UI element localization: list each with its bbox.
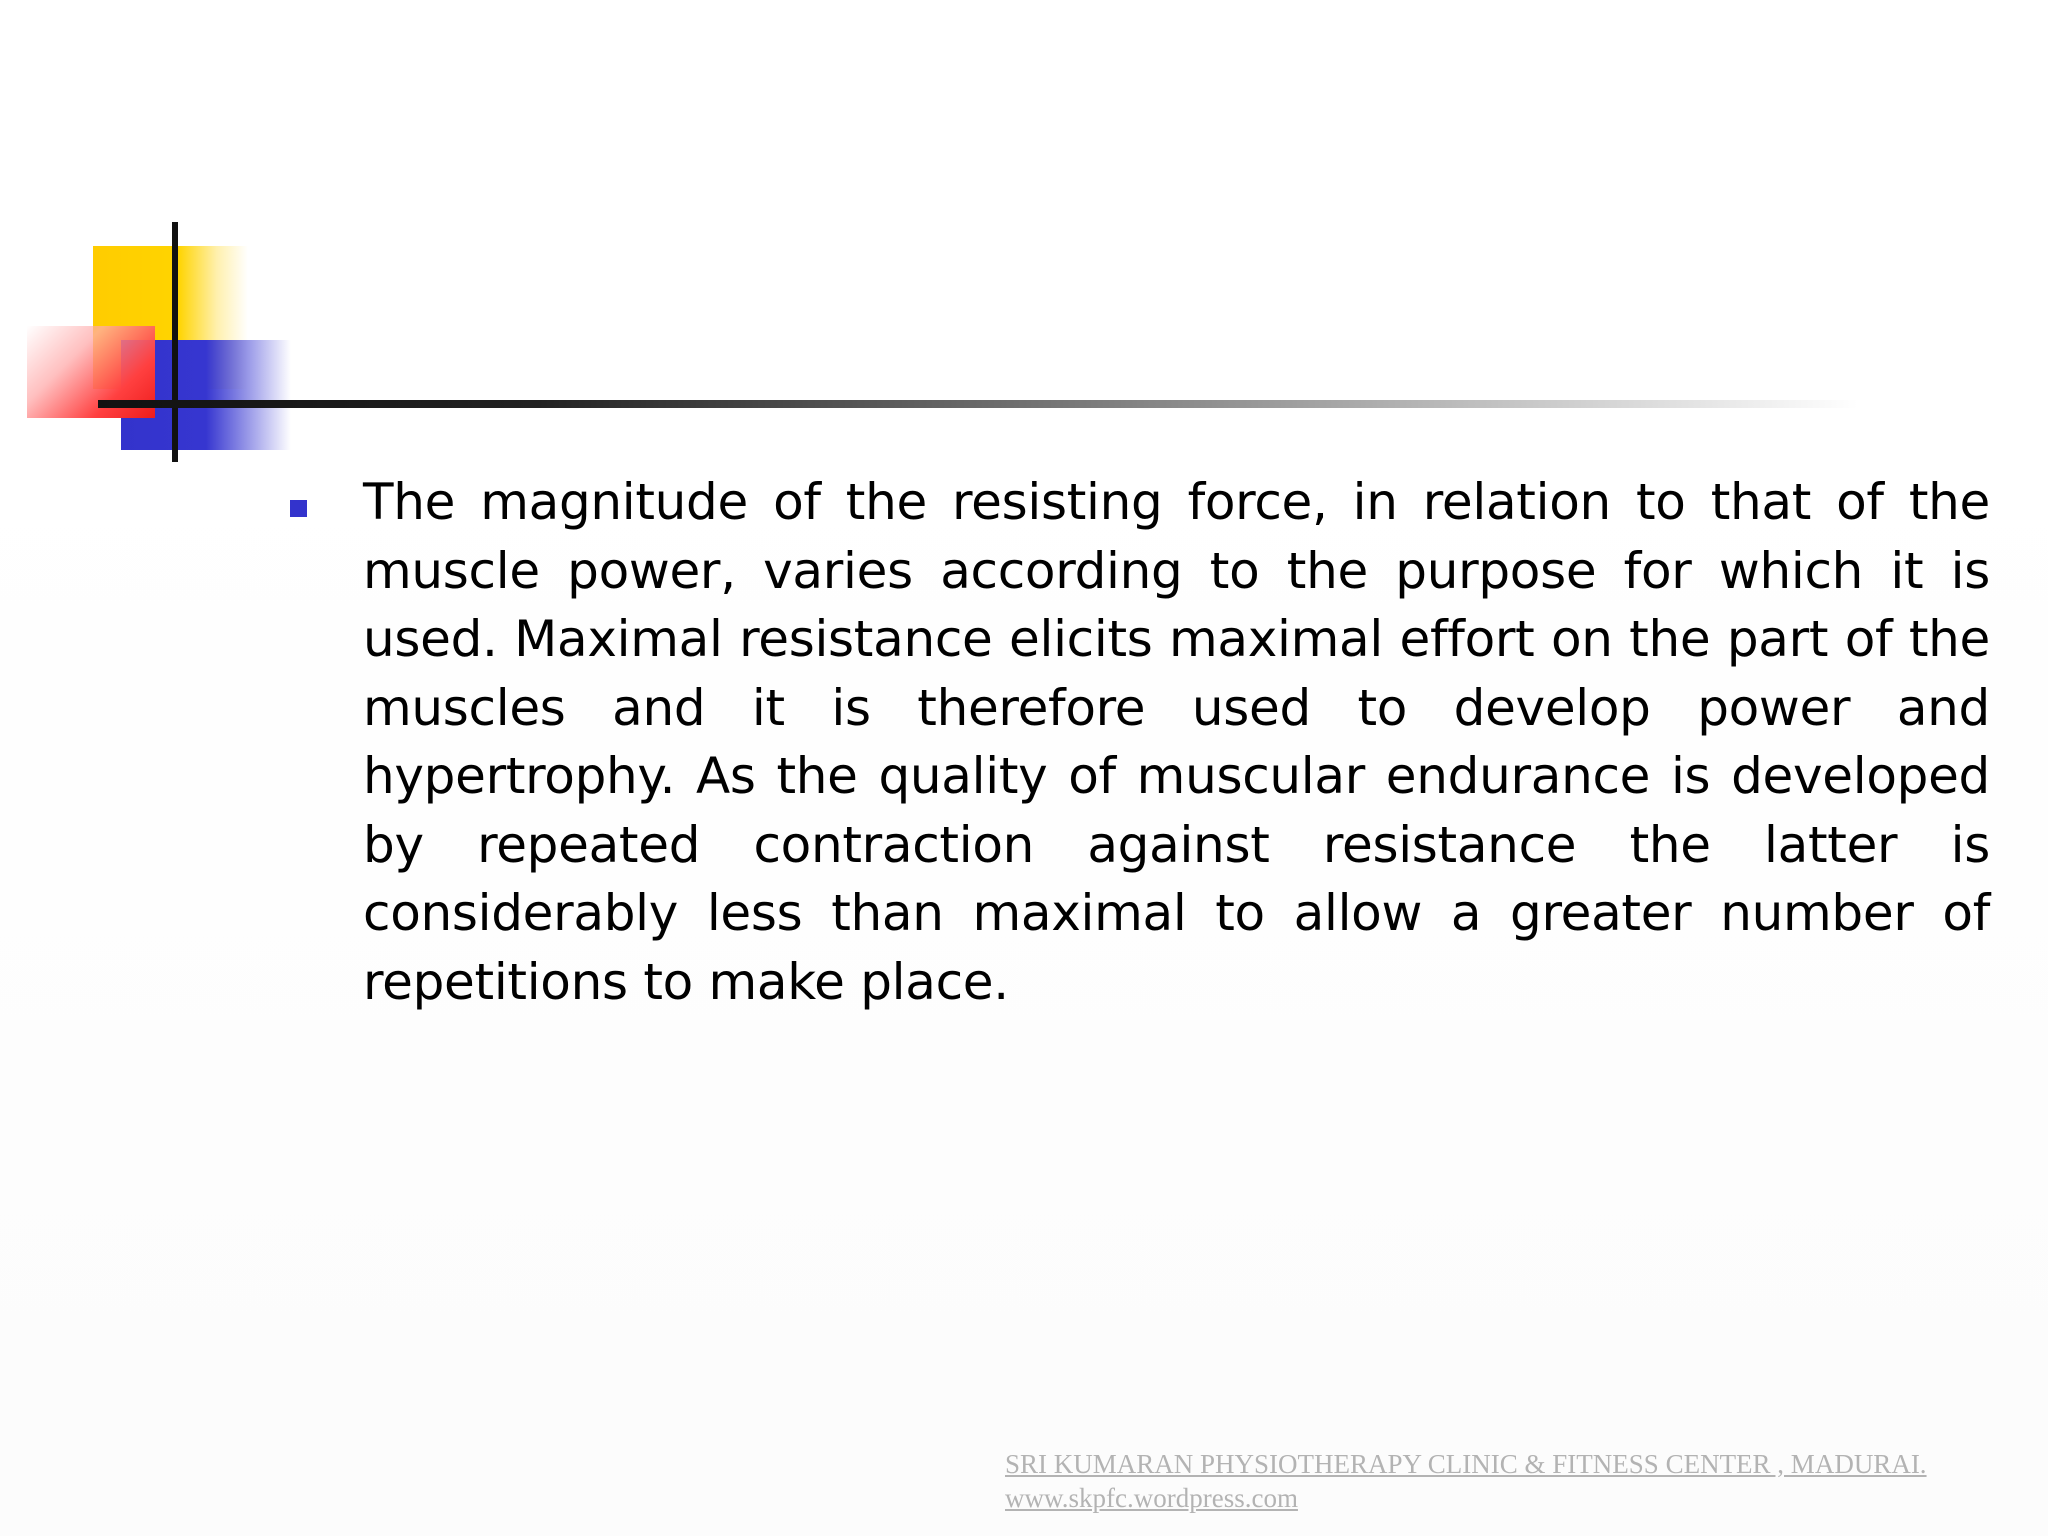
bullet-paragraph: The magnitude of the resisting force, in relation to that of the muscle power, varies according to the purpose for which it is used. Maximal resistance elicits maximal effort on the part of the muscles and it is therefore used to develop power and hypertrophy. As the quality of muscular endurance is developed by repeated contraction against resistance the latter is considerably less than maximal to allow a greater number of repetitions to make place. [363, 473, 1990, 1011]
footer-website-link[interactable]: www.skpfc.wordpress.com [1005, 1483, 1298, 1513]
footer-clinic-name: SRI KUMARAN PHYSIOTHERAPY CLINIC & FITNESS CENTER , MADURAI. [1005, 1449, 1927, 1479]
footer [1005, 1447, 1927, 1515]
square-bullet-icon [290, 500, 307, 517]
logo-vertical-line [172, 222, 178, 462]
title-divider-line [98, 400, 1858, 408]
